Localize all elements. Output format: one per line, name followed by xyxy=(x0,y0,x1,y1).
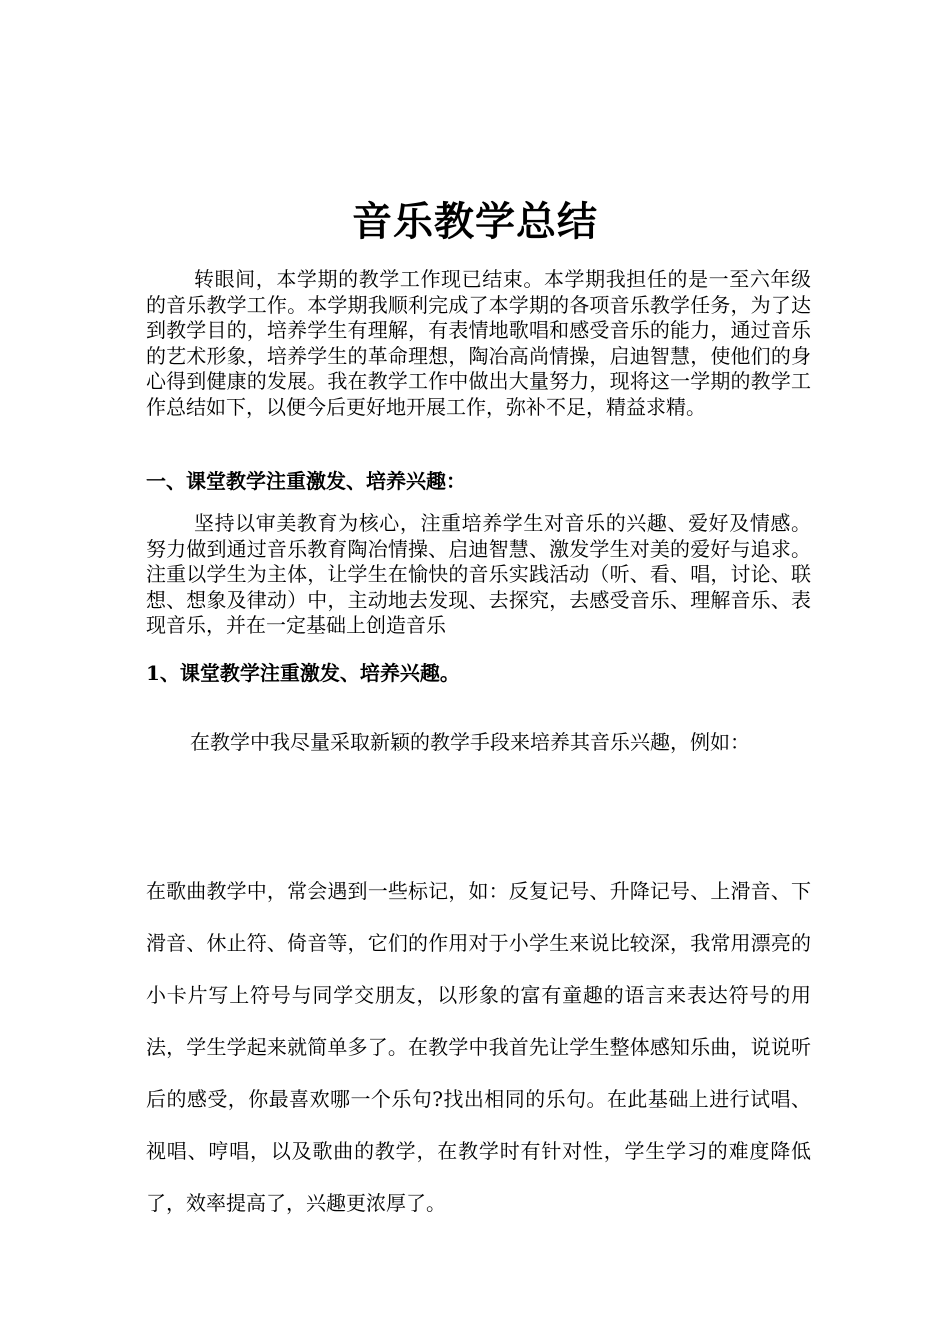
section-heading: 一、课堂教学注重激发、培养兴趣： xyxy=(146,469,466,493)
subsection-body-paragraph: 在歌曲教学中，常会遇到一些标记，如：反复记号、升降记号、上滑音、下滑音、休止符、倚音等，它们的作用对于小学生来说比较深，我常用漂亮的小卡片写上符号与同学交朋友，以形象的富有童趣的语言来表达符号的用法，学生学起来就简单多了。在教学中我首先让学生整体感知乐曲，说说听后的感受，你最喜欢哪一个乐句?找出相同的乐句。在此基础上进行试唱、视唱、哼唱，以及歌曲的教学，在教学时有针对性，学生学习的难度降低了，效率提高了，兴趣更浓厚了。 xyxy=(146,879,811,1215)
intro-paragraph: 转眼间，本学期的教学工作现已结束。本学期我担任的是一至六年级的音乐教学工作。本学期我顺利完成了本学期的各项音乐教学任务，为了达到教学目的，培养学生有理解，有表情地歌唱和感受音乐的能力，通过音乐的艺术形象，培养学生的革命理想，陶冶高尚情操，启迪智慧，使他们的身心得到健康的发展。我在教学工作中做出大量努力，现将这一学期的教学工作总结如下，以便今后更好地开展工作，弥补不足，精益求精。 xyxy=(146,267,811,419)
subsection-heading: 1、课堂教学注重激发、培养兴趣。 xyxy=(146,661,460,685)
section-paragraph: 坚持以审美教育为核心，注重培养学生对音乐的兴趣、爱好及情感。努力做到通过音乐教育陶冶情操、启迪智慧、激发学生对美的爱好与追求。注重以学生为主体，让学生在愉快的音乐实践活动（听、看、唱，讨论、联想、想象及律动）中，主动地去发现、去探究，去感受音乐、理解音乐、表现音乐，并在一定基础上创造音乐 xyxy=(146,511,811,637)
subsection-lead-paragraph: 在教学中我尽量采取新颖的教学手段来培养其音乐兴趣，例如： xyxy=(190,730,750,754)
document-title: 音乐教学总结 xyxy=(352,198,598,245)
